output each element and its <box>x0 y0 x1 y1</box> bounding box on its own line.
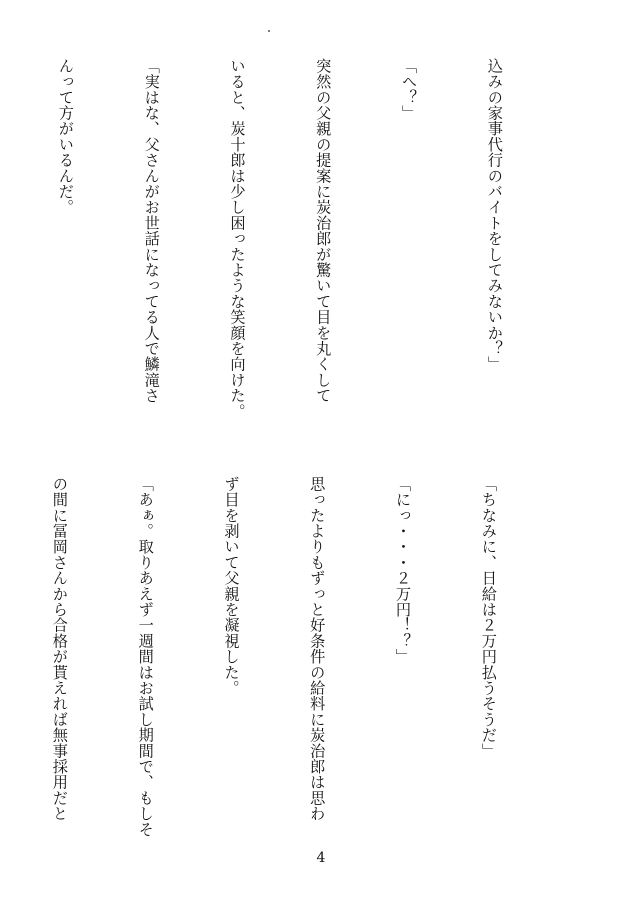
text-line: 「へ？」 <box>400 58 419 121</box>
stray-mark <box>268 30 270 32</box>
text-line: ず目を剥いて父親を凝視した。 <box>222 476 241 696</box>
text-line: 突然の父親の提案に炭治郎が驚いて目を丸くして <box>314 58 333 404</box>
text-line: 「にっ・・・２万円！？」 <box>394 476 413 665</box>
page-number: 4 <box>316 850 326 866</box>
bottom-text-block <box>0 476 560 848</box>
text-line: 思ったよりもずっと好条件の給料に炭治郎は思わ <box>308 476 327 822</box>
text-line: 「ちなみに、日給は２万円払うそうだ」 <box>479 476 498 759</box>
text-line: んって方がいるんだ。 <box>56 58 75 215</box>
text-line: 込みの家事代行のバイトをしてみないか？」 <box>485 58 504 372</box>
text-line: の間に冨岡さんから合格が貰えれば無事採用だと <box>50 476 69 822</box>
text-line: いると、炭十郎は少し困ったような笑顔を向けた。 <box>228 58 247 420</box>
top-text-block <box>0 58 566 430</box>
text-line: 「実はな、父さんがお世話になってる人で鱗滝さ <box>142 58 161 404</box>
text-line: 「あぁ。取りあえず一週間はお試し期間で、もしそ <box>136 476 155 838</box>
